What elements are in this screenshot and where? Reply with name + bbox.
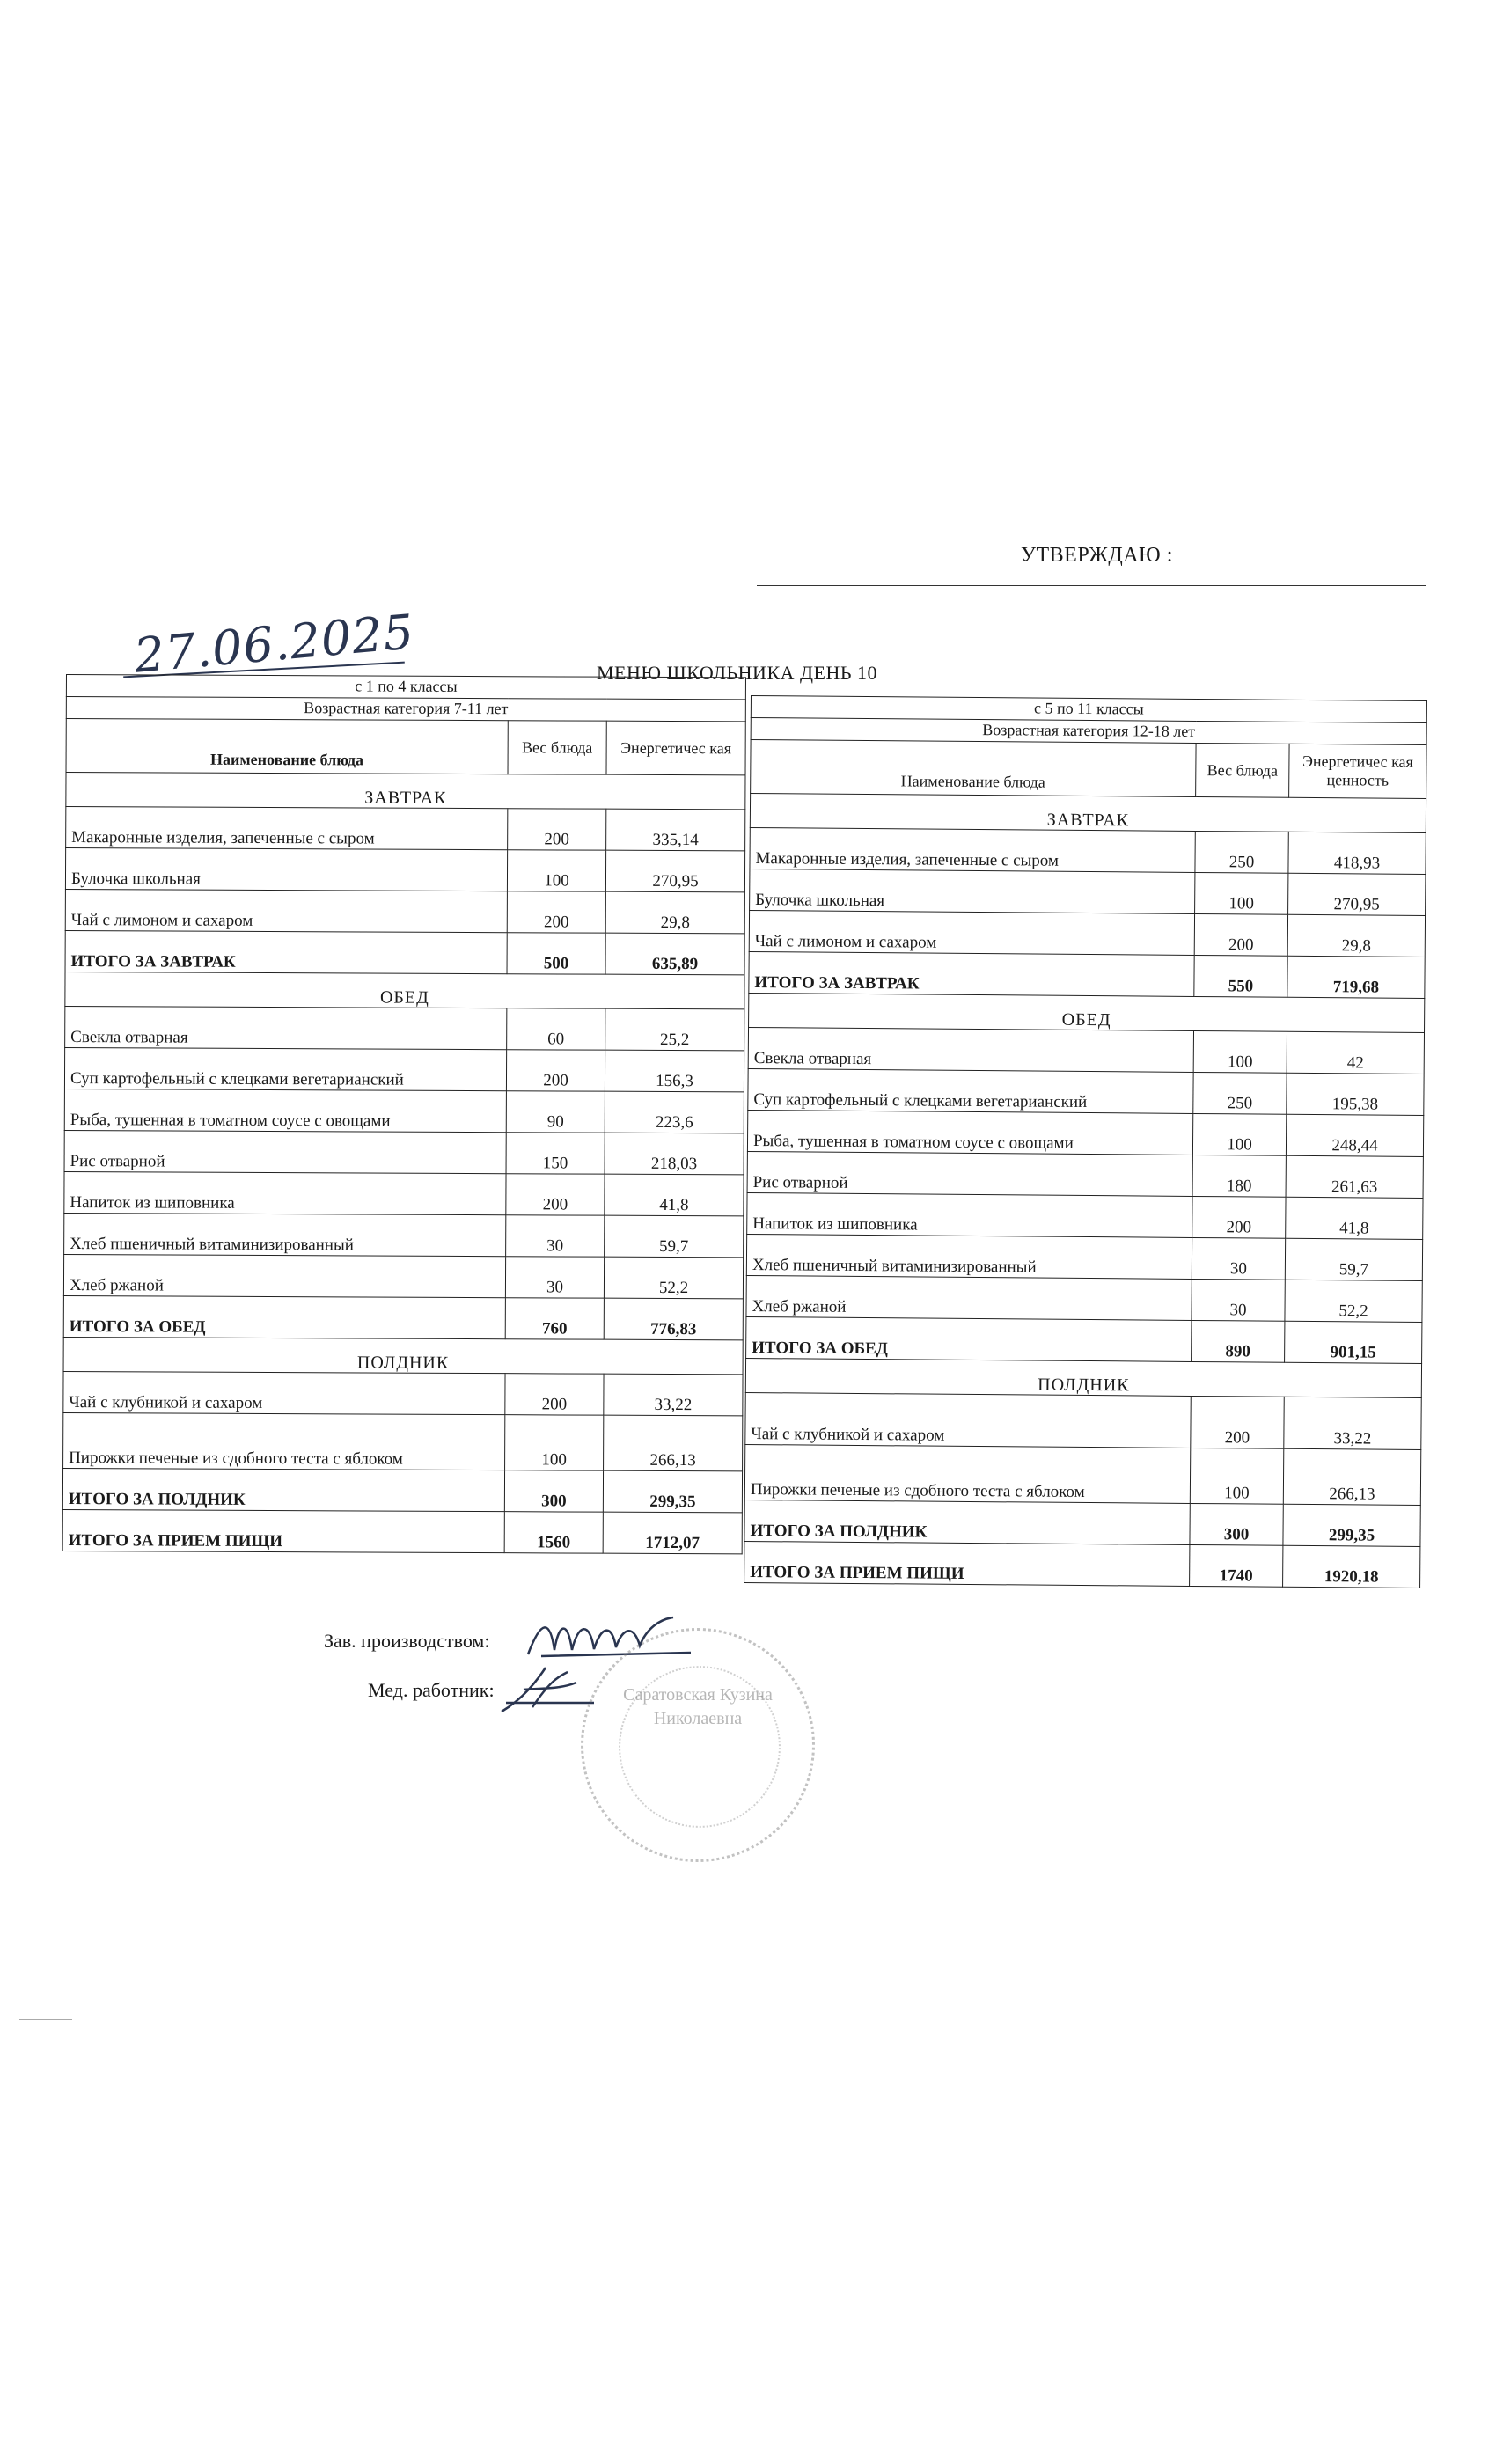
approval-signature-line [757, 585, 1426, 586]
table-row [746, 1234, 1422, 1280]
production-manager-label: Зав. производством: [324, 1630, 490, 1652]
grand-total-label: ИТОГО ЗА ПРИЕМ ПИЩИ [744, 1541, 1190, 1586]
column-header-weight: Вес блюда [508, 721, 606, 774]
total-row-snack [62, 1468, 742, 1512]
total-label: ИТОГО ЗА ЗАВТРАК [749, 951, 1194, 996]
table-row [64, 1213, 744, 1257]
table-row [66, 807, 745, 851]
dish-name: Чай с лимоном и сахаром [749, 910, 1194, 955]
stamp-text: Саратовская Кузина Николаевна [623, 1685, 773, 1728]
age-category-header: Возрастная категория 12-18 лет [751, 718, 1426, 745]
dish-name: Свекла отварная [65, 1006, 507, 1049]
dish-energy: 218,03 [605, 1133, 744, 1175]
total-energy: 776,83 [604, 1298, 743, 1340]
table-row [749, 910, 1425, 957]
table-row [65, 848, 744, 892]
dish-name: Суп картофельный с клецками вегетарианский [748, 1068, 1193, 1113]
dish-energy: 41,8 [1286, 1197, 1423, 1239]
total-energy: 635,89 [605, 933, 744, 975]
dish-name: Рыба, тушенная в томатном соусе с овощами [747, 1110, 1192, 1155]
total-weight: 300 [1190, 1503, 1283, 1545]
dish-weight: 200 [506, 1174, 605, 1215]
table-row [747, 1151, 1423, 1198]
dish-weight: 200 [1194, 913, 1287, 956]
dish-weight: 30 [505, 1257, 604, 1298]
dish-energy: 418,93 [1288, 832, 1426, 874]
dish-weight: 30 [1192, 1237, 1285, 1280]
grand-total-weight: 1560 [504, 1512, 603, 1553]
table-row [63, 1254, 743, 1298]
dish-energy: 248,44 [1286, 1114, 1423, 1156]
grand-total-energy: 1920,18 [1283, 1545, 1420, 1588]
section-title-snack: ПОЛДНИК [63, 1337, 743, 1374]
dish-energy: 270,95 [1288, 873, 1426, 915]
handwritten-date: 27.06.2025 [131, 604, 417, 684]
dish-name: Суп картофельный с клецками вегетарианский [64, 1047, 506, 1090]
total-row-lunch [746, 1316, 1422, 1363]
menu-table-grades-5-11 [744, 695, 1427, 1588]
table-row [748, 1068, 1424, 1115]
total-weight: 760 [505, 1298, 604, 1339]
dish-energy: 33,22 [604, 1374, 743, 1416]
dish-weight: 200 [506, 1050, 605, 1091]
dish-name: Булочка школьная [750, 869, 1195, 913]
total-weight: 300 [504, 1470, 603, 1512]
dish-name: Макаронные изделия, запеченные с сыром [750, 827, 1195, 872]
dish-weight: 200 [1191, 1396, 1284, 1448]
grand-total-energy: 1712,07 [603, 1512, 742, 1554]
column-header-name: Наименование блюда [751, 740, 1196, 797]
dish-name: Хлеб пшеничный витаминизированный [64, 1213, 506, 1256]
dish-energy: 52,2 [604, 1257, 743, 1299]
section-title-lunch: ОБЕД [749, 993, 1425, 1032]
dish-name: Пирожки печеные из сдобного теста с яблоком [744, 1444, 1190, 1503]
grand-total-label: ИТОГО ЗА ПРИЕМ ПИЩИ [62, 1509, 504, 1552]
total-energy: 901,15 [1285, 1321, 1422, 1363]
table-row [747, 1192, 1423, 1239]
dish-energy: 261,63 [1286, 1155, 1423, 1198]
table-row [64, 1171, 744, 1215]
grades-header: с 1 по 4 классы [66, 675, 745, 700]
total-weight: 500 [507, 933, 605, 974]
dish-energy: 266,13 [1283, 1448, 1421, 1505]
dish-energy: 41,8 [605, 1174, 744, 1216]
grand-total-row [62, 1509, 742, 1553]
dish-energy: 223,6 [605, 1091, 744, 1133]
total-weight: 550 [1194, 955, 1287, 997]
table-row [65, 889, 744, 933]
dish-name: Чай с клубникой и сахаром [745, 1392, 1191, 1448]
dish-name: Чай с лимоном и сахаром [65, 889, 507, 932]
table-row [750, 869, 1426, 915]
table-row [750, 827, 1426, 874]
total-weight: 890 [1192, 1320, 1285, 1362]
dish-energy: 195,38 [1287, 1073, 1424, 1115]
total-row-breakfast [65, 930, 744, 974]
menu-table-grades-1-4 [62, 674, 746, 1554]
total-label: ИТОГО ЗА ПОЛДНИК [744, 1500, 1190, 1544]
grand-total-weight: 1740 [1190, 1544, 1283, 1587]
dish-name: Макаронные изделия, запеченные с сыром [66, 807, 508, 850]
dish-weight: 100 [1193, 1030, 1287, 1073]
scan-artifact-line [19, 2019, 72, 2020]
table-row [747, 1110, 1423, 1156]
dish-weight: 100 [507, 850, 605, 891]
total-energy: 299,35 [603, 1470, 742, 1513]
dish-energy: 266,13 [604, 1415, 743, 1471]
table-row [745, 1392, 1421, 1449]
dish-energy: 42 [1287, 1031, 1424, 1074]
dish-weight: 200 [505, 1374, 604, 1415]
organization-stamp [581, 1628, 815, 1862]
dish-weight: 60 [507, 1008, 605, 1050]
dish-energy: 59,7 [605, 1215, 744, 1258]
grand-total-row [744, 1541, 1420, 1588]
dish-name: Напиток из шиповника [64, 1171, 506, 1214]
dish-weight: 200 [1192, 1196, 1286, 1238]
dish-weight: 30 [1192, 1279, 1285, 1321]
dish-energy: 270,95 [605, 850, 744, 892]
column-header-energy: Энергетичес кая [606, 721, 745, 775]
dish-weight: 100 [1192, 1113, 1286, 1155]
dish-name: Хлеб ржаной [63, 1254, 505, 1297]
total-label: ИТОГО ЗА ОБЕД [746, 1316, 1192, 1361]
dish-weight: 100 [1195, 872, 1288, 914]
dish-energy: 29,8 [1287, 914, 1425, 957]
dish-weight: 30 [506, 1215, 605, 1257]
total-row-breakfast [749, 951, 1425, 998]
grades-header: с 5 по 11 классы [751, 696, 1426, 723]
dish-weight: 180 [1192, 1155, 1286, 1197]
dish-name: Булочка школьная [65, 848, 507, 891]
dish-name: Рис отварной [747, 1151, 1192, 1196]
age-category-header: Возрастная категория 7-11 лет [66, 697, 745, 722]
document-title: МЕНЮ ШКОЛЬНИКА ДЕНЬ 10 [597, 662, 877, 684]
table-row [748, 1027, 1424, 1074]
table-row [744, 1444, 1421, 1505]
dish-name: Рыба, тушенная в томатном соусе с овощами [64, 1089, 506, 1132]
dish-weight: 150 [506, 1133, 605, 1174]
column-header-weight: Вес блюда [1196, 743, 1289, 797]
table-row [64, 1047, 744, 1091]
dish-name: Напиток из шиповника [747, 1192, 1192, 1237]
table-row [63, 1412, 743, 1470]
dish-weight: 250 [1195, 831, 1288, 873]
dish-name: Пирожки печеные из сдобного теста с яблоком [63, 1412, 505, 1470]
dish-name: Свекла отварная [748, 1027, 1193, 1072]
section-title-lunch: ОБЕД [65, 972, 744, 1008]
dish-name: Чай с клубникой и сахаром [63, 1371, 505, 1414]
medical-worker-label: Мед. работник: [368, 1679, 495, 1701]
dish-weight: 200 [507, 891, 605, 933]
dish-name: Рис отварной [64, 1130, 506, 1173]
dish-energy: 33,22 [1284, 1397, 1421, 1449]
section-title-breakfast: ЗАВТРАК [66, 773, 745, 810]
dish-energy: 25,2 [605, 1008, 744, 1051]
dish-weight: 100 [505, 1415, 604, 1470]
dish-energy: 52,2 [1285, 1280, 1422, 1322]
table-row [63, 1371, 743, 1415]
section-title-snack: ПОЛДНИК [745, 1358, 1421, 1397]
total-row-lunch [63, 1295, 743, 1339]
column-header-name: Наименование блюда [66, 719, 508, 774]
dish-energy: 59,7 [1285, 1238, 1422, 1280]
dish-energy: 156,3 [605, 1050, 744, 1092]
table-row [64, 1089, 744, 1133]
total-label: ИТОГО ЗА ЗАВТРАК [65, 930, 507, 973]
table-row [65, 1006, 744, 1050]
column-header-energy: Энергетичес кая ценность [1289, 744, 1427, 798]
total-label: ИТОГО ЗА ПОЛДНИК [62, 1468, 504, 1511]
dish-weight: 100 [1190, 1448, 1283, 1504]
total-row-snack [744, 1500, 1420, 1546]
section-title-breakfast: ЗАВТРАК [750, 794, 1426, 833]
dish-energy: 335,14 [606, 809, 745, 851]
dish-name: Хлеб ржаной [746, 1275, 1192, 1320]
table-row [746, 1275, 1422, 1322]
dish-weight: 200 [508, 809, 606, 850]
dish-name: Хлеб пшеничный витаминизированный [746, 1234, 1192, 1279]
table-row [64, 1130, 744, 1174]
dish-weight: 90 [506, 1091, 605, 1133]
dish-energy: 29,8 [605, 891, 744, 934]
dish-weight: 250 [1193, 1072, 1287, 1114]
total-label: ИТОГО ЗА ОБЕД [63, 1295, 505, 1338]
approval-title: УТВЕРЖДАЮ : [1021, 544, 1173, 567]
total-energy: 719,68 [1287, 956, 1425, 998]
total-energy: 299,35 [1283, 1504, 1420, 1546]
